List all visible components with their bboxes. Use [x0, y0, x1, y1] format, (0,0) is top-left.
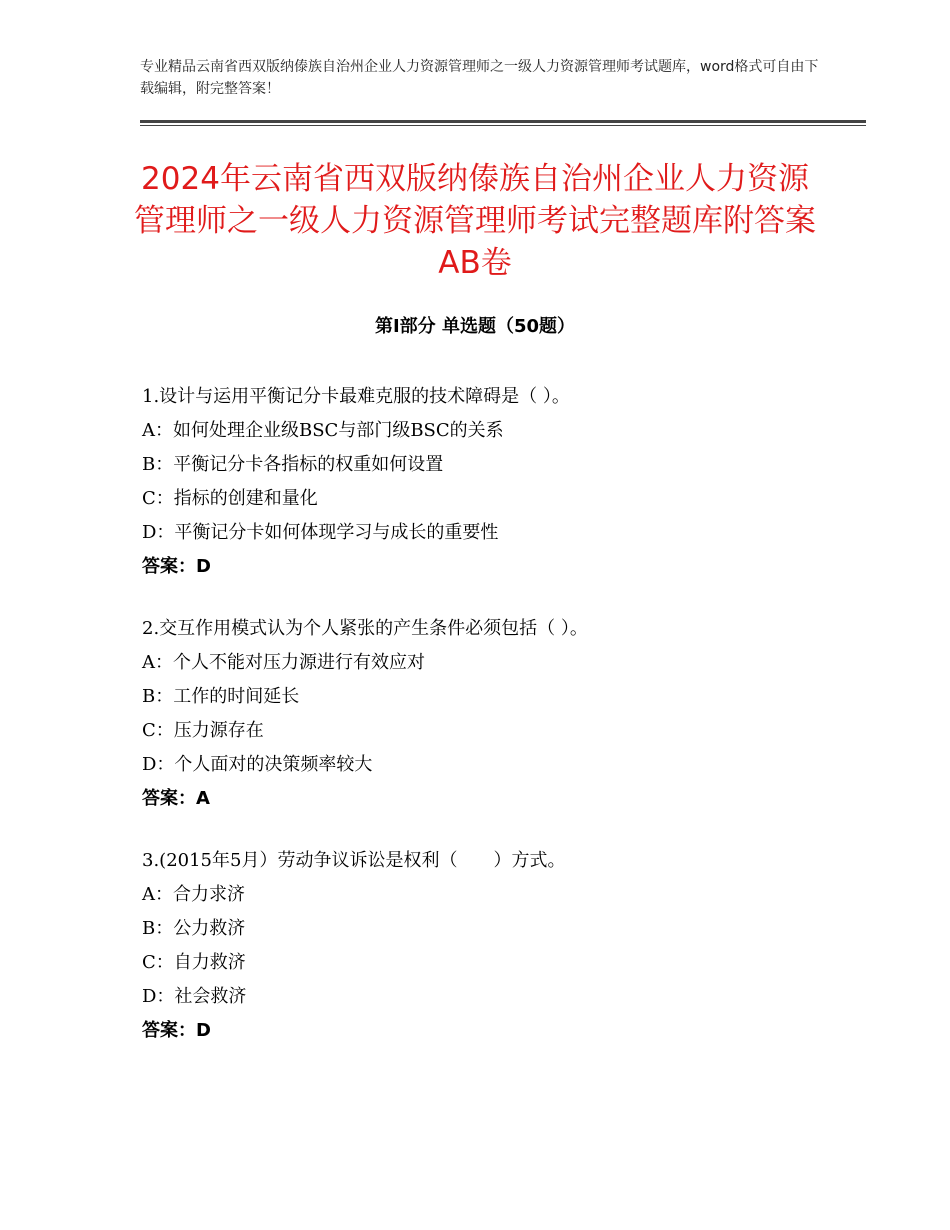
option-a: A：个人不能对压力源进行有效应对: [142, 652, 425, 673]
answer: 答案：D: [142, 1020, 211, 1041]
question-list: [142, 380, 842, 1076]
document-title: 2024年云南省西双版纳傣族自治州企业人力资源管理师之一级人力资源管理师考试完整题库附答案AB卷: [134, 161, 816, 281]
answer: 答案：D: [142, 556, 211, 577]
header-rule-thick: [140, 120, 866, 123]
option-c: C：自力救济: [142, 952, 246, 973]
option-b: B：工作的时间延长: [142, 686, 300, 707]
option-b: B：公力救济: [142, 918, 246, 939]
answer: 答案：A: [142, 788, 210, 809]
question-stem: 1.设计与运用平衡记分卡最难克服的技术障碍是（ ）。: [142, 386, 570, 407]
header-note: 专业精品云南省西双版纳傣族自治州企业人力资源管理师之一级人力资源管理师考试题库，word格式可自由下载编辑，附完整答案！: [140, 59, 819, 97]
option-c: C：压力源存在: [142, 720, 264, 741]
option-a: A：如何处理企业级BSC与部门级BSC的关系: [142, 420, 504, 441]
option-d: D：平衡记分卡如何体现学习与成长的重要性: [142, 522, 499, 543]
option-b: B：平衡记分卡各指标的权重如何设置: [142, 454, 444, 475]
option-d: D：社会救济: [142, 986, 247, 1007]
question-stem: 2.交互作用模式认为个人紧张的产生条件必须包括（ ）。: [142, 618, 588, 639]
question-stem: 3.(2015年5月）劳动争议诉讼是权利（ ）方式。: [142, 850, 566, 871]
question-2: [142, 612, 842, 816]
option-c: C：指标的创建和量化: [142, 488, 318, 509]
header-rule-thin: [140, 125, 866, 126]
option-a: A：合力求济: [142, 884, 245, 905]
section-heading: 第Ⅰ部分 单选题（50题）: [374, 316, 575, 337]
question-3: [142, 844, 842, 1048]
option-d: D：个人面对的决策频率较大: [142, 754, 373, 775]
question-1: [142, 380, 842, 584]
